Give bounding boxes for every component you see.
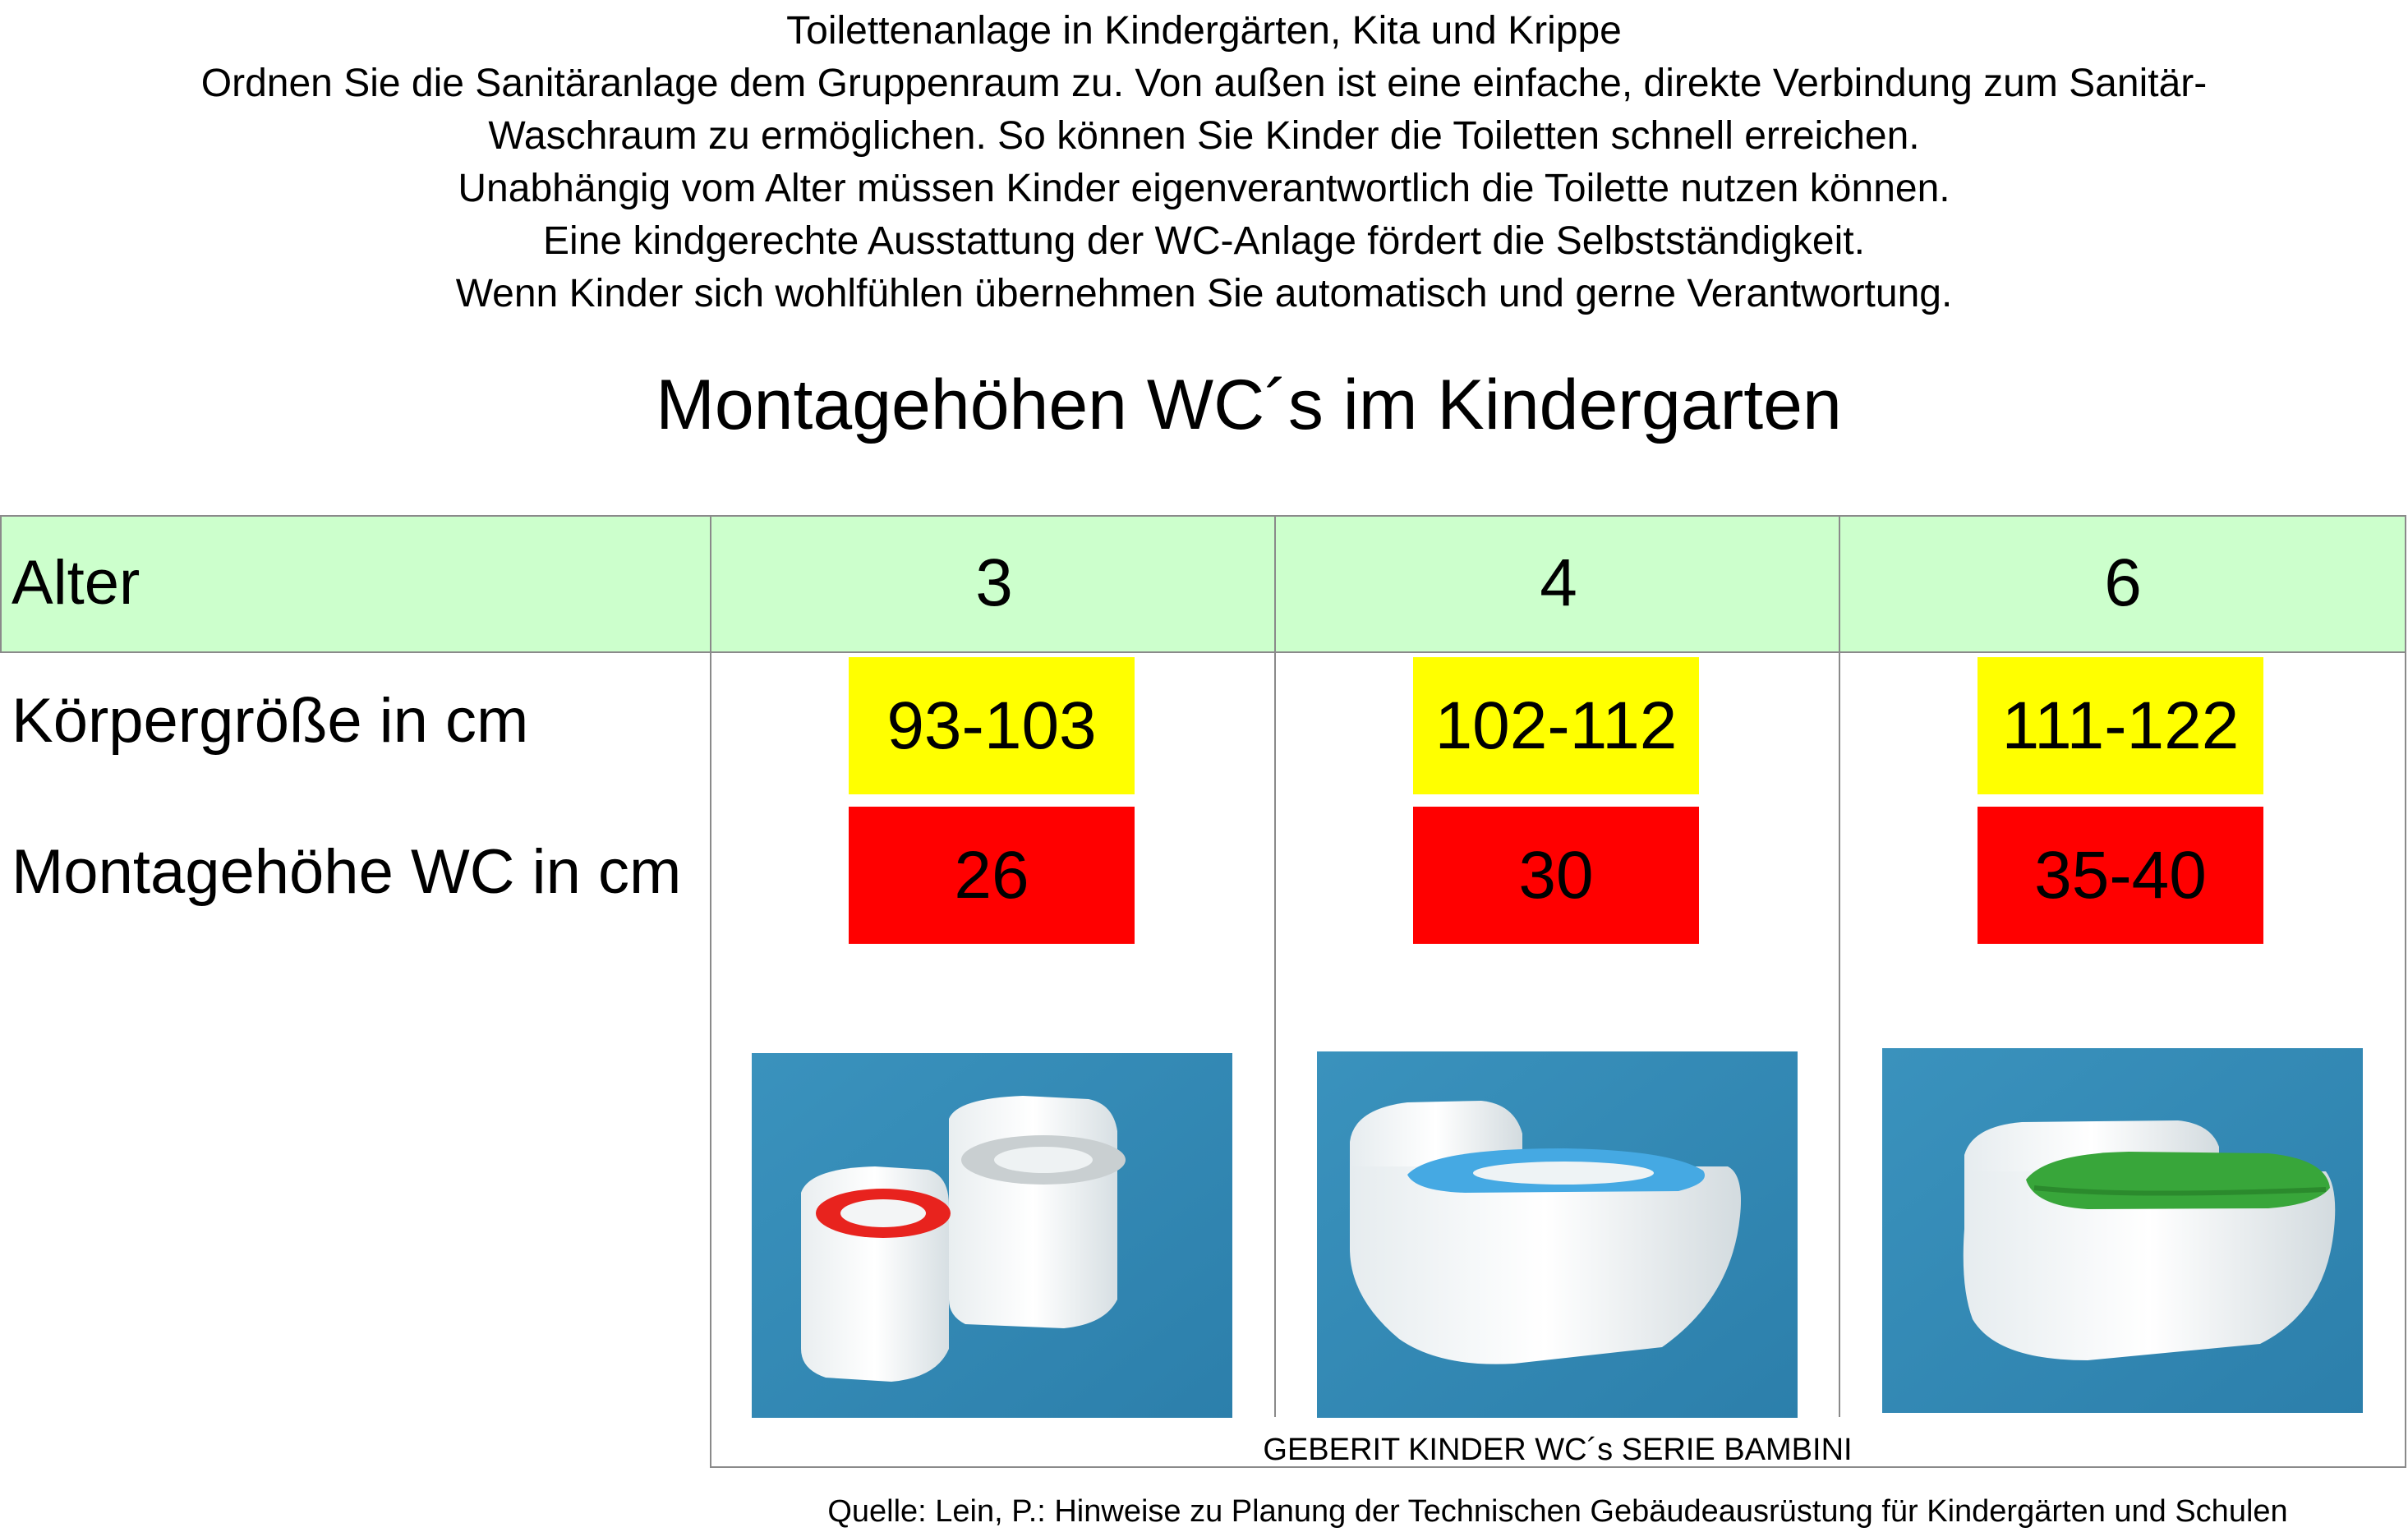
body-height-badge: 93-103 bbox=[849, 657, 1135, 794]
toilet-photo-age-4 bbox=[1317, 1051, 1798, 1418]
table-divider-col-1 bbox=[1274, 515, 1276, 1417]
toilet-photo-age-6 bbox=[1882, 1048, 2363, 1413]
table-caption: GEBERIT KINDER WC´s SERIE BAMBINI bbox=[1263, 1433, 1853, 1467]
intro-line-title: Toilettenanlage in Kindergärten, Kita und Krippe bbox=[786, 9, 1622, 53]
table-border-top bbox=[0, 515, 2406, 517]
intro-line: Unabhängig vom Alter müssen Kinder eigenverantwortlich die Toilette nutzen können. bbox=[458, 167, 1950, 210]
intro-line: Waschraum zu ermöglichen. So können Sie Kinder die Toiletten schnell erreichen. bbox=[488, 114, 1920, 158]
intro-line: Eine kindgerechte Ausstattung der WC-Anlage fördert die Selbstständigkeit. bbox=[543, 219, 1865, 263]
age-cell-6: 6 bbox=[2104, 545, 2142, 620]
mounting-height-badge: 35-40 bbox=[1978, 807, 2263, 944]
table-border-right bbox=[2405, 515, 2406, 1468]
row-label-body-height: Körpergröße in cm bbox=[12, 686, 529, 756]
row-label-age: Alter bbox=[12, 548, 140, 618]
age-cell-4: 4 bbox=[1540, 545, 1577, 620]
age-cell-3: 3 bbox=[975, 545, 1013, 620]
intro-line: Ordnen Sie die Sanitäranlage dem Gruppenraum zu. Von außen ist eine einfache, direkte Verbindung zum Sanitär- bbox=[200, 62, 2208, 105]
table-divider-col-2 bbox=[1839, 515, 1840, 1417]
intro-text bbox=[0, 5, 2408, 320]
source-citation: Quelle: Lein, P.: Hinweise zu Planung der Technischen Gebäudeausrüstung für Kindergärten und Schulen bbox=[827, 1494, 2288, 1529]
toilet-photo-age-3 bbox=[752, 1053, 1232, 1418]
body-height-badge: 111-122 bbox=[1978, 657, 2263, 794]
toilet-illustration bbox=[1882, 1048, 2363, 1413]
toilet-illustration bbox=[1317, 1051, 1798, 1418]
mounting-height-badge: 26 bbox=[849, 807, 1135, 944]
table-border-header-bottom bbox=[0, 651, 2406, 653]
table-border-label-column bbox=[710, 515, 711, 1468]
mounting-height-badge: 30 bbox=[1413, 807, 1699, 944]
row-label-mounting-height: Montagehöhe WC in cm bbox=[12, 837, 682, 907]
toilet-illustration bbox=[752, 1053, 1232, 1418]
intro-line: Wenn Kinder sich wohlfühlen übernehmen Sie automatisch und gerne Verantwortung. bbox=[455, 272, 1953, 315]
table-border-left bbox=[0, 515, 2, 653]
body-height-badge: 102-112 bbox=[1413, 657, 1699, 794]
page-heading: Montagehöhen WC´s im Kindergarten bbox=[656, 366, 1842, 444]
